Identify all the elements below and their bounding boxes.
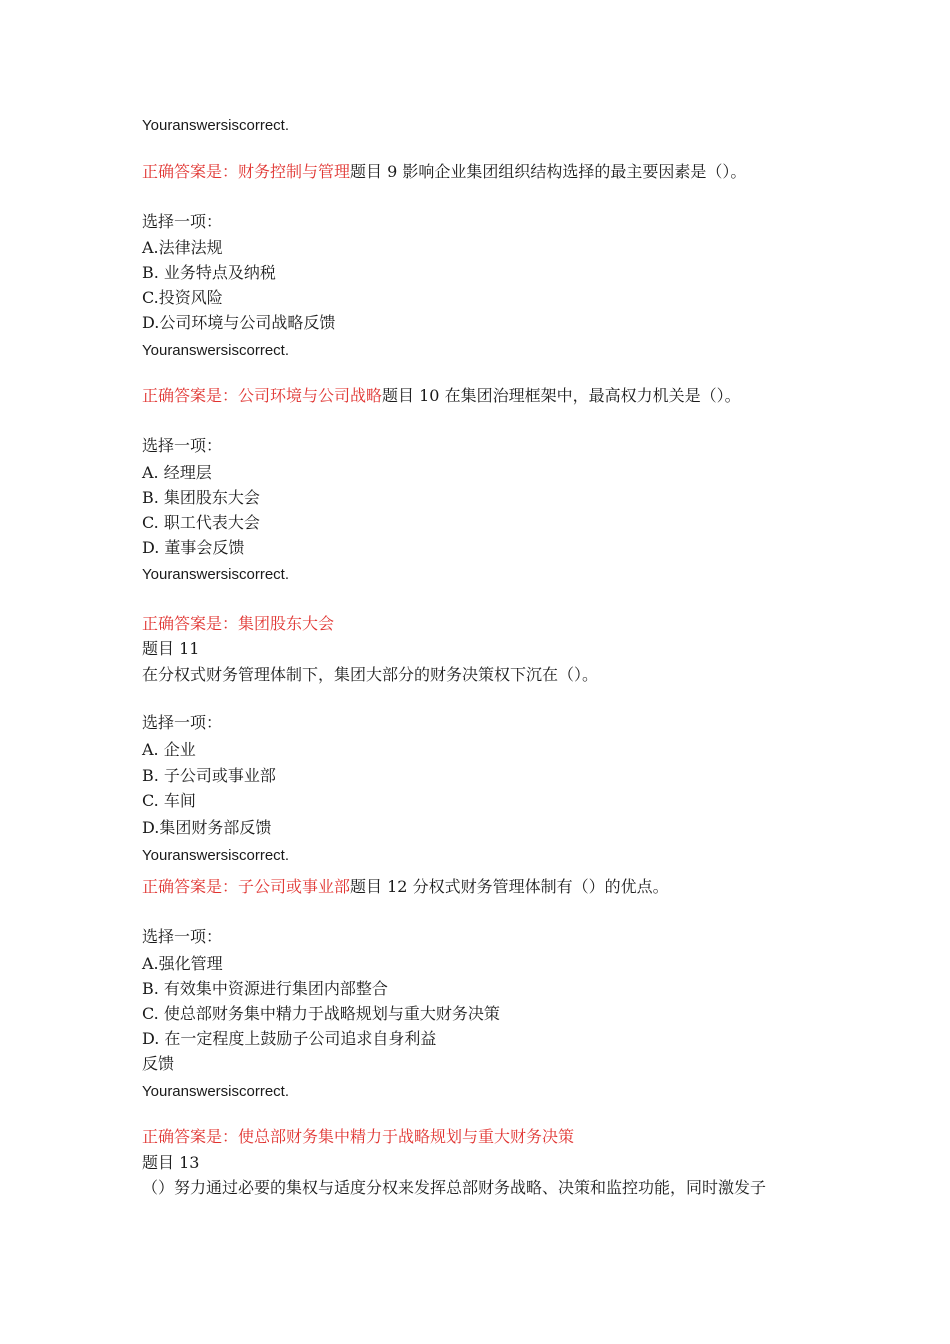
- question-stem: 在分权式财务管理体制下，集团大部分的财务决策权下沉在（）。: [142, 665, 599, 684]
- feedback-text: Youranswersiscorrect.: [142, 342, 290, 359]
- option: C. 使总部财务集中精力于战略规划与重大财务决策: [142, 1004, 500, 1023]
- feedback-text: Youranswersiscorrect.: [142, 566, 290, 583]
- option: D. 董事会反馈: [142, 538, 245, 557]
- question-text: 题目 12 分权式财务管理体制有（）的优点。: [350, 877, 669, 896]
- answer-value: 集团股东大会: [238, 614, 335, 633]
- option: A.强化管理: [142, 954, 223, 973]
- answer-label: 正确答案是：: [142, 1127, 239, 1146]
- answer-value: 财务控制与管理: [238, 162, 351, 181]
- option: B. 业务特点及纳税: [142, 263, 276, 282]
- option: C. 职工代表大会: [142, 513, 260, 532]
- answer-label: 正确答案是：: [142, 162, 239, 181]
- option: D.集团财务部反馈: [142, 818, 272, 837]
- answer-value: 子公司或事业部: [238, 877, 351, 896]
- choose-prompt: 选择一项：: [142, 927, 223, 946]
- option: A.法律法规: [142, 238, 223, 257]
- choose-prompt: 选择一项：: [142, 212, 223, 231]
- option: B. 有效集中资源进行集团内部整合: [142, 979, 388, 998]
- answer-line: [142, 161, 746, 183]
- option: A. 经理层: [142, 463, 212, 482]
- question-stem: （）努力通过必要的集权与适度分权来发挥总部财务战略、决策和监控功能，同时激发子: [142, 1178, 767, 1197]
- option: C.投资风险: [142, 288, 223, 307]
- answer-label: 正确答案是：: [142, 614, 239, 633]
- option: B. 子公司或事业部: [142, 766, 276, 785]
- answer-line: [142, 613, 334, 635]
- question-text: 题目 10 在集团治理框架中，最高权力机关是（）。: [382, 386, 741, 405]
- question-text: 题目 9 影响企业集团组织结构选择的最主要因素是（）。: [350, 162, 747, 181]
- answer-label: 正确答案是：: [142, 386, 239, 405]
- option: C. 车间: [142, 791, 196, 810]
- choose-prompt: 选择一项：: [142, 713, 223, 732]
- answer-line: [142, 876, 669, 898]
- answer-value: 使总部财务集中精力于战略规划与重大财务决策: [238, 1127, 575, 1146]
- option: D. 在一定程度上鼓励子公司追求自身利益: [142, 1029, 437, 1048]
- option: A. 企业: [142, 740, 196, 759]
- question-title: 题目 11: [142, 639, 200, 658]
- answer-line: [142, 1126, 574, 1148]
- option: D.公司环境与公司战略反馈: [142, 313, 336, 332]
- feedback-label: 反馈: [142, 1054, 175, 1073]
- feedback-text: Youranswersiscorrect.: [142, 847, 290, 864]
- answer-label: 正确答案是：: [142, 877, 239, 896]
- answer-value: 公司环境与公司战略: [238, 386, 383, 405]
- choose-prompt: 选择一项：: [142, 436, 223, 455]
- question-title: 题目 13: [142, 1153, 200, 1172]
- answer-line: [142, 385, 741, 407]
- feedback-text: Youranswersiscorrect.: [142, 1083, 290, 1100]
- option: B. 集团股东大会: [142, 488, 260, 507]
- feedback-text: Youranswersiscorrect.: [142, 117, 290, 134]
